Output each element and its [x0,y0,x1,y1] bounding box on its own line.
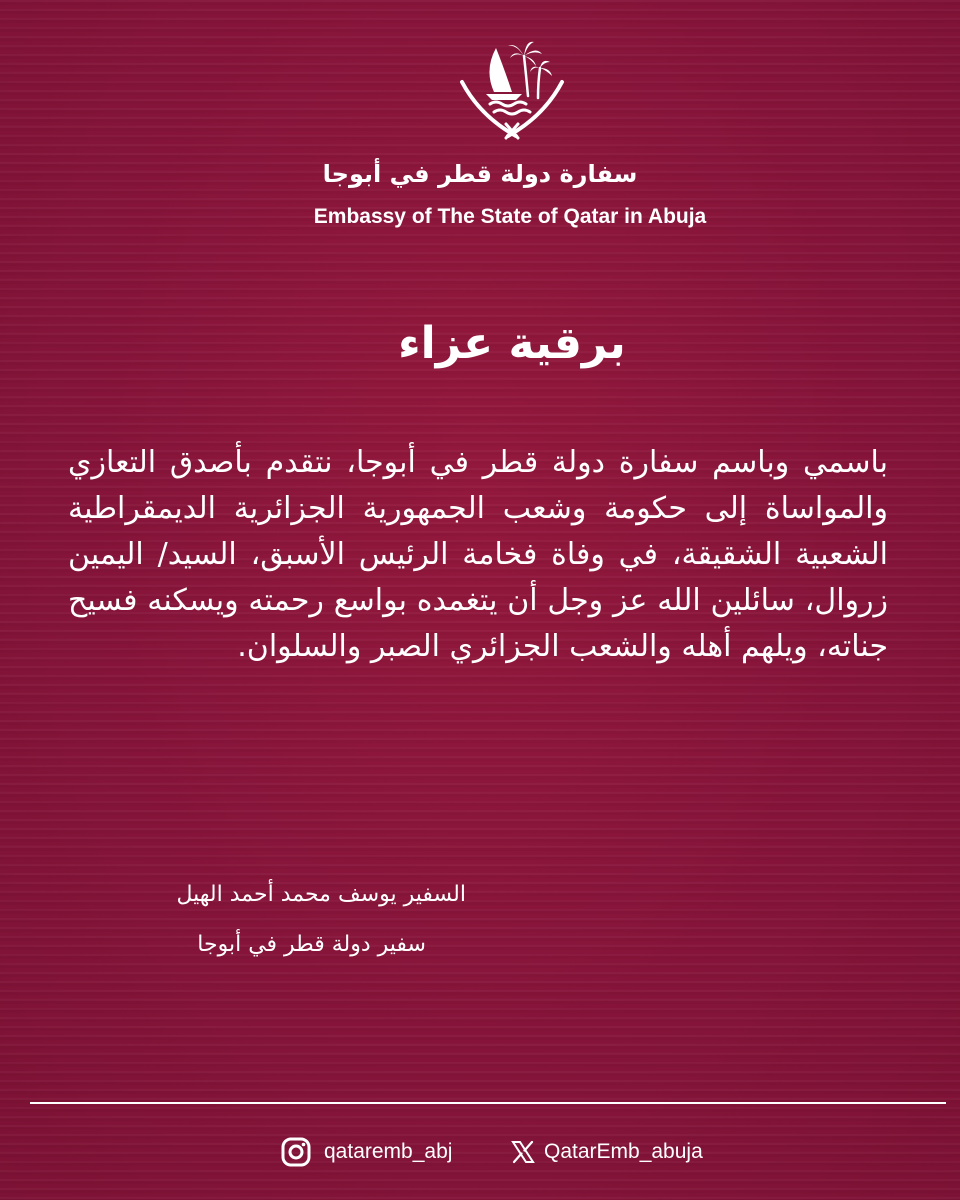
qatar-emblem-icon [456,38,568,148]
footer-divider [30,1102,946,1104]
condolence-message: باسمي وباسم سفارة دولة قطر في أبوجا، نتقدم بأصدق التعازي والمواساة إلى حكومة وشعب الجمهورية الجزائرية الديمقراطية الشعبية الشقيقة، في وفاة فخامة الرئيس الأسبق، السيد/ اليمين زروال، سائلين الله عز وجل أن يتغمده بواسع رحمته ويسكنه فسيح جناته، ويلهم أهله والشعب الجزائري الصبر والسلوان. [68,445,888,664]
page-title: برقية عزاء [398,318,626,369]
x-icon [510,1139,536,1165]
embassy-name-arabic: سفارة دولة قطر في أبوجا [322,160,638,188]
x-handle: QatarEmb_abuja [544,1140,703,1163]
signature-name: السفير يوسف محمد أحمد الهيل [176,882,466,907]
x-link[interactable] [510,1134,703,1170]
instagram-handle: qataremb_abj [324,1140,453,1163]
signature-title: سفير دولة قطر في أبوجا [197,932,426,957]
instagram-link[interactable] [280,1134,452,1170]
instagram-icon [280,1136,312,1168]
embassy-name-english: Embassy of The State of Qatar in Abuja [313,205,707,228]
